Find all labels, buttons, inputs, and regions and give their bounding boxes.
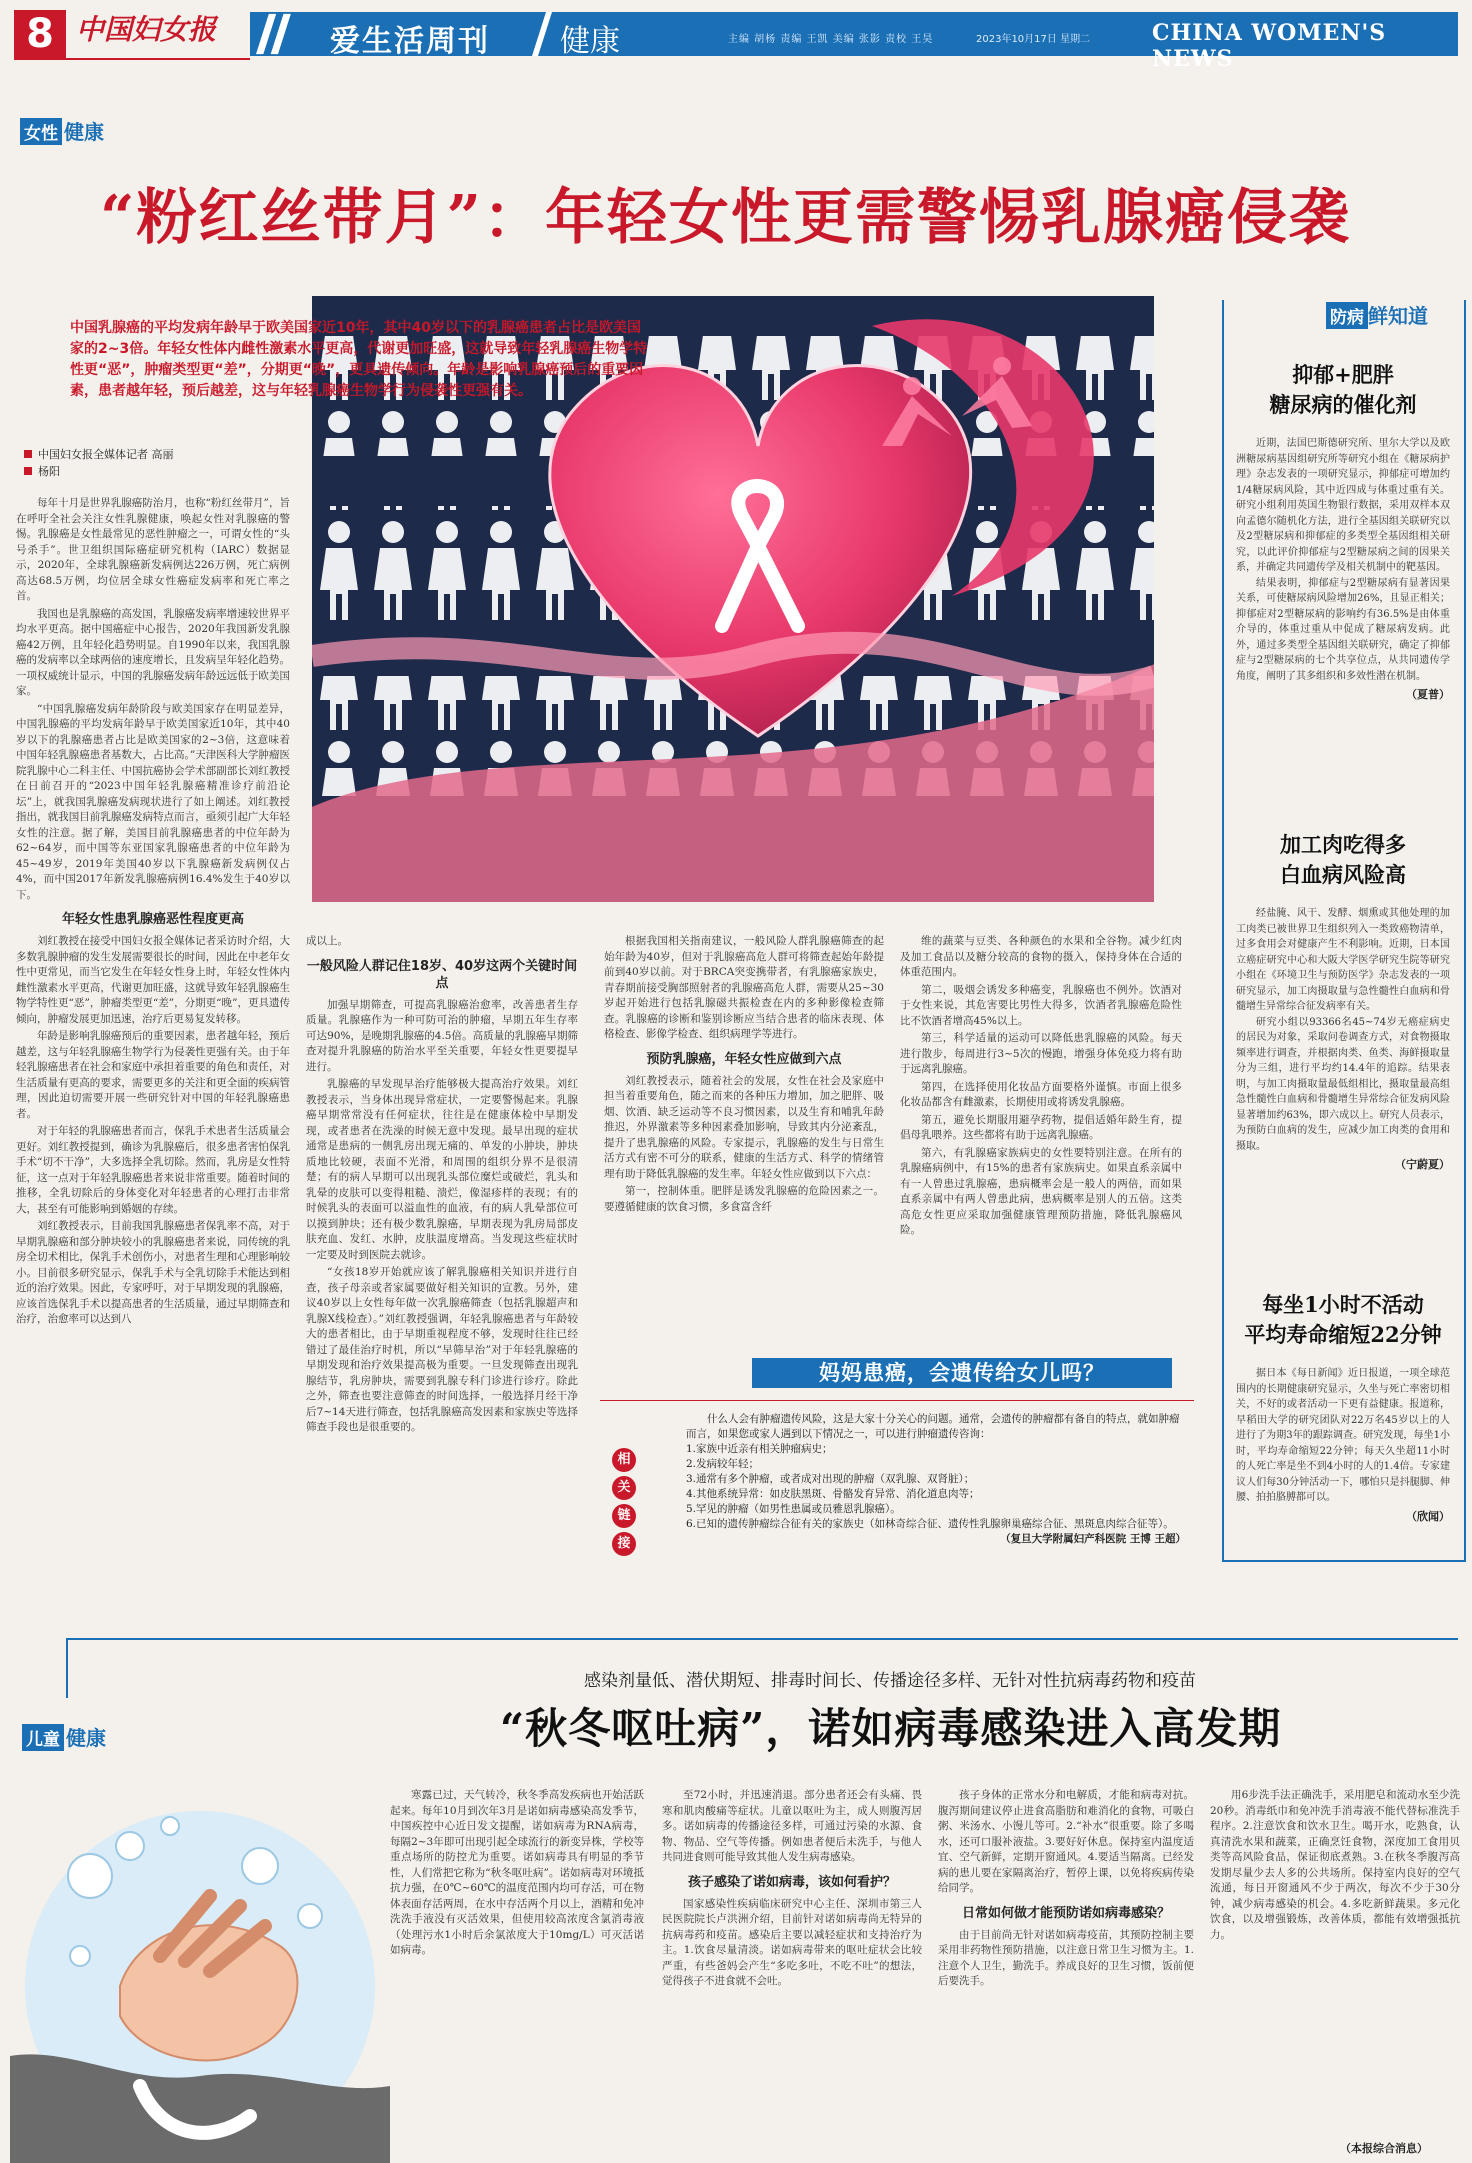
paragraph: 经盐腌、风干、发酵、烟熏或其他处理的加工肉类已被世界卫生组织列入一类致癌物清单，过多食用会对健康产生不利影响。近期，日本国立癌症研究中心和大阪大学医学研究生院等研究小组在《环境卫生与预防医学》杂志发表的一项研究显示，加工肉摄取量与急性髓性白血病和骨髓增生异常综合征发病率有关。 [1236, 908, 1450, 1012]
paragraph: 第六，有乳腺癌家族病史的女性要特别注意。在所有的乳腺癌病例中，有15%的患者有家族病史。如果直系亲属中有一人曾患过乳腺癌，患病概率会是一般人的两倍，而如果直系亲属中有两人曾患此病，患病概率是别人的五倍。这类高危女性更应采取加强健康管理预防措施，降低乳腺癌风险。 [900, 1146, 1182, 1236]
paragraph: 研究小组以93366名45~74岁无癌症病史的居民为对象，采取问卷调查方式，对食物摄取频率进行调查，并根据肉类、鱼类、海鲜摄取量分为三组，进行平均约14.4年的追踪。结果表明，与加工肉摄取量最低组相比，摄取量最高组急性髓性白血病和骨髓增生异常综合征发病风险显著增加约63%，即六成以上。研究人员表示，为预防白血病的发生，应减少加工肉类的食用和摄取。 [1236, 1016, 1450, 1152]
bottom-headline: “秋冬呕吐病”，诺如病毒感染进入高发期 [500, 1704, 1282, 1753]
related-item: 5.罕见的肿瘤（如男性患属或员雅恩乳腺癌）。 [686, 1503, 901, 1515]
bottom-subheadline: 感染剂量低、潜伏期短、排毒时间长、传播途径多样、无针对性抗病毒药物和疫苗 [584, 1671, 1196, 1691]
section-divider-vertical [66, 1638, 68, 1698]
sidebar-title: 每坐1小时不活动 [1262, 1292, 1424, 1317]
related-intro: 什么人会有肿瘤遗传风险，这是大家十分关心的问题。通常，会遗传的肿瘤都有备自的特点，就如肿瘤而言，如果您或家人遇到以下情况之一，可以进行肿瘤遗传咨询： [686, 1413, 1180, 1440]
tag-health: 健康 [66, 1726, 106, 1750]
section-tag [20, 116, 104, 145]
paragraph: 成以上。 [306, 935, 348, 947]
paragraph: 刘红教授在接受中国妇女报全媒体记者采访时介绍，大多数乳腺肿瘤的发生发展需要很长的时间，因此在中老年女性中更常见，而当它发生在年轻女性身上时，年轻女性体内雌性激素水平更高，代谢更加旺盛，这就导致年轻乳腺癌生物学特性更“恶”，肿瘤类型更“差”，分期更“晚”，更具遗传倾向，肿瘤发展更加迅速，治疗后更易复发转移。 [16, 935, 290, 1025]
paragraph: “女孩18岁开始就应该了解乳腺癌相关知识并进行自查，孩子母亲或者家属要做好相关知识的宣教。另外，建议40岁以上女性每年做一次乳腺癌筛查（包括乳腺超声和乳腺X线检查）。”刘红教授强调，年轻乳腺癌患者与年龄较大的患者相比，由于早期重视程度不够，发现时往往已经错过了最佳治疗时机，所以“早筛早治”对于年轻乳腺癌的早期发现和治疗效果提高极为重要。一旦发现筛查出现乳腺结节，乳房肿块，需要到乳腺专科门诊进行诊疗。除此之外，筛查也要注意筛查的时间选择，一般选择月经干净后7~14天进行筛查，包括乳腺癌高发因素和家族史等选择筛查手段也是很重要的。 [306, 1266, 578, 1433]
paragraph: 对于年轻的乳腺癌患者而言，保乳手术患者生活质量会更好。刘红教授提到，确诊为乳腺癌后，很多患者害怕保乳手术“切不干净”，大多选择全乳切除。然而，乳房是女性特征，这一点对于年轻乳腺癌患者来说非常重要。随着时间的推移，全乳切除后的身体变化对年轻患者的心理打击非常大，甚至有可能影响到婚姻的存续。 [16, 1125, 290, 1215]
related-item: 4.其他系统异常：如皮肤黑斑、骨骼发育异常、消化道息肉等； [686, 1488, 980, 1500]
paragraph: 刘红教授表示，随着社会的发展，女性在社会及家庭中担当着重要角色，随之而来的各种压力增加，加之肥胖、吸烟、饮酒、缺乏运动等不良习惯因素，以及生育和哺乳年龄推迟，外界激素等多种因素叠加影响，导致其内分泌紊乱，提升了患乳腺癌的风险。专家提示，乳腺癌的发生与日常生活方式有密不可分的联系，健康的生活方式、科学的情绪管理有助于降低乳腺癌的发生率。年轻女性应做到以下六点： [604, 1074, 884, 1180]
paragraph: 根据我国相关指南建议，一般风险人群乳腺癌筛查的起始年龄为40岁，但对于乳腺癌高危人群可将筛查起始年龄提前到40岁以前。对于BRCA突变携带者，有乳腺癌家族史，青春期前接受胸部照射者的乳腺癌高危人群，需要从25~30岁起开始进行包括乳腺磁共振检查在内的多种影像检查筛查。乳腺癌的诊断和鉴别诊断应当结合患者的临床表现、体格检查、影像学检查、组织病理学等进行。 [604, 935, 884, 1040]
related-char: 接 [612, 1532, 636, 1556]
related-item: 1.家族中近亲有相关肿瘤病史； [686, 1443, 833, 1455]
logo-underline [14, 58, 250, 60]
paragraph: 每年十月是世界乳腺癌防治月，也称“粉红丝带月”，旨在呼吁全社会关注女性乳腺健康，唤起女性对乳腺癌的警惕。乳腺癌是女性最常见的恶性肿瘤之一，可谓女性的“头号杀手”。世卫组织国际癌症研究机构（IARC）数据显示，2020年，全球乳腺癌新发病例达226万例，死亡病例高达68.5万例，均位居全球女性癌症发病率和死亡率之首。 [16, 497, 290, 602]
article-column-1 [16, 496, 290, 1566]
bullet-square-icon [24, 450, 32, 458]
paper-english-name: CHINA WOMEN'S NEWS [1152, 20, 1387, 72]
bullet-square-icon [24, 467, 32, 475]
related-item: 6.已知的遗传肿瘤综合征有关的家族史（如林奇综合征、遗传性乳腺卵巢癌综合征、黑斑息肉综合征等）。 [686, 1518, 1174, 1530]
paragraph: 近期，法国巴斯德研究所、里尔大学以及欧洲糖尿病基因组研究所等研究小组在《糖尿病护理》杂志发表的一项研究显示，抑郁症可增加约1/4糖尿病风险，其中近四成与体重过重有关。研究小组利用英国生物银行数据，采用双样本双向孟德尔随机化方法，进行全基因组关联研究以及2型糖尿病和抑郁症的多类型全基因组相关研究，以此评价抑郁症与2型糖尿病之间的因果关系，并确定共同遗传学及相关机制中的靶基因。 [1236, 438, 1450, 573]
related-link-label [612, 1448, 640, 1560]
section-tag [22, 1722, 106, 1751]
subheading: 日常如何做才能预防诺如病毒感染？ [961, 1905, 1170, 1921]
issue-date: 2023年10月17日 星期二 [976, 34, 1091, 45]
paragraph: 第二，吸烟会诱发多种癌变，乳腺癌也不例外。饮酒对于女性来说，其危害要比男性大得多，饮酒者乳腺癌危险性比不饮酒者增高45%以上。 [900, 983, 1182, 1027]
paragraph: 第五，避免长期服用避孕药物，提倡适婚年龄生育，提倡母乳喂养。这些都将有助于远离乳腺癌。 [900, 1113, 1182, 1141]
bottom-column-4 [1210, 1788, 1460, 2140]
sidebar-item [1236, 830, 1450, 1172]
paragraph: 维的蔬菜与豆类、各种颜色的水果和全谷物。减少红肉及加工食品以及糖分较高的食物的摄入，保持身体在合适的体重范围内。 [900, 935, 1182, 978]
paragraph: 乳腺癌的早发现早治疗能够极大提高治疗效果。刘红教授表示，当身体出现异常症状，一定要警惕起来。乳腺癌早期常常没有任何症状，往往是在健康体检中早期发现，或者患者在洗澡的时候无意中发现。最早出现的症状通常是患病的一侧乳房出现无痛的、单发的小肿块，肿块质地比较硬，表面不光滑，和周围的组织分界不是很清楚；有的病人早期可以出现乳头部位糜烂或破烂，乳头和乳晕的皮肤可以变得粗糙、溃烂，像湿疹样的表现；有的时候乳头的表面可以溢血性的血液，有的病人乳晕部位可以摸到肿块；还有极少数乳腺癌，早期表现为乳房局部皮肤充血、发红、水肿，皮肤温度增高。当发现这些症状时一定要及时到医院去就诊。 [306, 1078, 578, 1261]
paragraph: 加强早期筛查，可提高乳腺癌治愈率，改善患者生存质量。乳腺癌作为一种可防可治的肿瘤，早期五年生存率可达90%，是晚期乳腺癌的4.5倍。高质量的乳腺癌早期筛查对提升乳腺癌的防治水平至关重要，年轻女性更要提早进行。 [306, 998, 578, 1073]
sidebar-title: 白血病风险高 [1280, 862, 1406, 887]
sidebar-text [1236, 436, 1450, 684]
paragraph: 孩子身体的正常水分和电解质，才能和病毒对抗。腹泻期间建议停止进食高脂肪和难消化的食物，可吸白粥、米汤水、小馒儿等可。2.“补水”很重要。除了多喝水，还可口服补液盐。3.要好好休息。保持室内温度适宜、空气新鲜，定期开窗通风。4.要适当隔离。已经发病的患儿要在家隔离治疗，暂停上课，以免将疾病传染给同学。 [938, 1789, 1194, 1894]
article-column-3 [604, 934, 884, 1326]
paragraph: 由于目前尚无针对诺如病毒疫苗，其预防控制主要采用非药物性预防措施，以注意日常卫生习惯为主。1.注意个人卫生，勤洗手。养成良好的卫生习惯，饭前便后要洗手。 [938, 1928, 1194, 1987]
sidebar-text [1236, 906, 1450, 1154]
sidebar-item [1236, 360, 1450, 702]
subheading: 孩子感染了诺如病毒，该如何看护？ [687, 1874, 896, 1890]
paragraph: 我国也是乳腺癌的高发国，乳腺癌发病率增速较世界平均水平更高。据中国癌症中心报告，2020年我国新发乳腺癌42万例，且年轻化趋势明显。自1990年以来，我国乳腺癌的发病率以全球两倍的速度增长，且发病呈年轻化趋势。一项权威统计显示，中国的乳腺癌发病年龄远远低于欧美国家。 [16, 607, 290, 697]
sidebar-sign: （欣闻） [1406, 1509, 1450, 1523]
byline-author-2: 杨阳 [38, 465, 60, 478]
handwashing-illustration [10, 1756, 390, 2163]
tag-women: 女性 [20, 118, 62, 145]
badge-knowledge: 鲜知道 [1368, 304, 1428, 328]
sidebar-title: 糖尿病的催化剂 [1269, 392, 1417, 417]
page-number: 8 [14, 10, 66, 58]
badge-prevent: 防病 [1326, 302, 1368, 329]
section-title: 爱生活周刊 [330, 24, 490, 59]
paragraph: 结果表明，抑郁症与2型糖尿病有显著因果关系，可使糖尿病风险增加26%，且显正相关；抑郁症对2型糖尿病的影响约有36.5%是由体重介导的，体重过重从中促成了糖尿病发病。此外，通过多类型全基因组关联研究，确定了抑郁症与2型糖尿病的七个共享位点，从共同遗传学角度，阐明了其多组织和多效性潜在机制。 [1236, 577, 1450, 682]
paragraph: 国家感染性疾病临床研究中心主任、深圳市第三人民医院院长卢洪洲介绍，目前针对诺如病毒尚无特异的抗病毒药和疫苗。感染后主要以减轻症状和支持治疗为主。1.饮食尽量清淡。诺如病毒带来的呕吐症状会比较严重，有些爸妈会产生“多吃多吐，不吃不吐”的想法，觉得孩子不进食就不会吐。 [662, 1897, 922, 1987]
paragraph: 第三，科学适量的运动可以降低患乳腺癌的风险。每天进行散步，每周进行3~5次的慢跑，增强身体免疫力将有助于远离乳腺癌。 [900, 1032, 1182, 1075]
bottom-sign: （本报综合消息） [1340, 2142, 1428, 2155]
tag-health: 健康 [64, 120, 104, 144]
sidebar-item [1236, 1290, 1450, 1524]
byline [24, 446, 174, 480]
related-text [686, 1412, 1186, 1547]
paragraph: 刘红教授表示，目前我国乳腺癌患者保乳率不高，对于早期乳腺癌和部分肿块较小的乳腺癌患者来说，同传统的乳房全切术相比，保乳手术创伤小，对患者生理和心理影响较小。目前很多研究显示，保乳手术与全乳切除手术能达到相近的治疗效果。因此，专家呼吁，对于早期发现的乳腺癌，应该首选保乳手术以提高患者的生活质量，通过早期筛查和治疗，治愈率可以达到八 [16, 1220, 290, 1325]
illustration-white-panel [312, 903, 1154, 933]
bottom-column-1 [390, 1788, 644, 2158]
bottom-column-3 [938, 1788, 1194, 2158]
sidebar-sign: （夏普） [1406, 688, 1450, 701]
sidebar-title: 抑郁+肥胖 [1292, 362, 1394, 387]
bottom-column-2 [662, 1788, 922, 2158]
handwash-graphic [10, 1756, 390, 2163]
related-char: 关 [612, 1476, 636, 1500]
editor-credits: 主编 胡杨 责编 王凯 美编 张影 责校 王昊 [728, 34, 934, 45]
subheading: 预防乳腺癌，年轻女性应做到六点 [646, 1051, 842, 1067]
paragraph: 第一，控制体重。肥胖是诱发乳腺癌的危险因素之一。要遵循健康的饮食习惯，多食富含纤 [604, 1185, 884, 1213]
paragraph: 第四，在选择使用化妆品方面要格外谨慎。市面上很多化妆品都含有雌激素，长期使用或将诱发乳腺癌。 [900, 1080, 1182, 1108]
topic-label: 健康 [560, 24, 620, 59]
section-divider [66, 1638, 1458, 1640]
related-char: 相 [612, 1448, 636, 1472]
sidebar-sign: （宁蔚夏） [1395, 1158, 1450, 1171]
related-item: 2.发病较年轻； [686, 1458, 760, 1470]
paragraph: “中国乳腺癌发病年龄阶段与欧美国家存在明显差异，中国乳腺癌的平均发病年龄早于欧美国家近10年，其中40岁以下的乳腺癌患者占比是欧美国家的2~3倍，这意味着中国年轻乳腺癌患者基数大，占比高。”天津医科大学肿瘤医院乳腺中心二科主任、中国抗癌协会学术部副部长刘红教授在日前召开的“2023中国年轻乳腺癌精准诊疗前沿论坛”上，就我国乳腺癌发病现状进行了如上阐述。刘红教授指出，就我国目前乳腺癌发病特点而言，亟须引起广大年轻女性的注意。据了解，美国目前乳腺癌患者的中位年龄为62~64岁，而中国等东亚国家乳腺癌患者的中位年龄为45~49岁，2019年美国40岁以下乳腺癌新发病例仅占4%，而中国2017年新发乳腺癌病例16.4%发生于40岁以下。 [16, 702, 290, 901]
sidebar-title: 加工肉吃得多 [1280, 832, 1406, 857]
sidebar-title: 平均寿命缩短22分钟 [1244, 1322, 1442, 1347]
related-item: 3.通常有多个肿瘤，或者成对出现的肿瘤（双乳腺、双肾脏）； [686, 1473, 975, 1485]
related-sign: （复旦大学附属妇产科医院 王博 王超） [1000, 1533, 1186, 1545]
paragraph: 用6步洗手法正确洗手，采用肥皂和流动水至少洗20秒。消毒纸巾和免冲洗手消毒液不能代替标准洗手程序。2.注意饮食和饮水卫生。喝开水，吃熟食，认真清洗水果和蔬菜，正确烹饪食物，深度加工食用贝类等高风险食品，保证彻底煮熟。3.在秋冬季腹泻高发期尽量少去人多的公共场所。保持室内良好的空气流通，每日开窗通风不少于两次，每次不少于30分钟，减少病毒感染的机会。4.多吃新鲜蔬果。多元化饮食，以及增强锻炼，改善体质，都能有效增强抵抗力。 [1210, 1789, 1460, 1941]
subheading: 年轻女性患乳腺癌恶性程度更高 [61, 912, 244, 927]
related-box-title: 妈妈患癌，会遗传给女儿吗？ [752, 1358, 1172, 1388]
article-column-4 [900, 934, 1182, 1326]
newspaper-logo: 中国妇女报 [76, 13, 217, 46]
related-char: 链 [612, 1504, 636, 1528]
banner-stripes-icon [256, 12, 300, 56]
lead-paragraph: 中国乳腺癌的平均发病年龄早于欧美国家近10年，其中40岁以下的乳腺癌患者占比是欧美国家的2~3倍。年轻女性体内雌性激素水平更高，代谢更加旺盛，这就导致年轻乳腺癌生物学特性更“恶”，肿瘤类型更“差”，分期更“晚”，更具遗传倾向。年龄是影响乳腺癌预后的重要因素，患者越年轻，预后越差，这与年轻乳腺癌生物学行为侵袭性更强有关。 [70, 320, 648, 399]
paragraph: 据日本《每日新闻》近日报道，一项全球范围内的长期健康研究显示，久坐与死亡率密切相关，不好的或者活动一下更有益健康。报道称，早稻田大学的研究团队对22万名45岁以上的人进行了为期3年的跟踪调查。研究发现，每坐1小时，平均寿命缩短22分钟；每天久坐超11小时的人死亡率是坐不到4小时的人的1.4倍。专家建议人们每30分钟活动一下，哪怕只是抖腿脚、伸腰、拍拍胳膊都可以。 [1236, 1368, 1450, 1503]
paragraph: 年龄是影响乳腺癌预后的重要因素，患者越年轻，预后越差，这与年轻乳腺癌生物学行为侵袭性更强有关。由于年轻乳腺癌患者在社会和家庭中承担着重要的角色和责任，对生活质量有更高的要求，需要更多的关注和更全面的疾病管理，因此迫切需要开展一些研究针对中国的年轻乳腺癌患者。 [16, 1030, 290, 1120]
divider-slash-icon [530, 12, 554, 56]
paragraph: 至72小时，并迅速消退。部分患者还会有头痛、畏寒和肌肉酸痛等症状。儿童以呕吐为主，成人则腹泻居多。诺如病毒的传播途径多样，可通过污染的水源、食物、物品、空气等传播。例如患者便后未洗手，与他人共同进食则可能导致其他人发生病毒感染。 [662, 1789, 922, 1863]
subheading: 一般风险人群记住18岁、40岁这两个关键时间点 [306, 958, 578, 991]
byline-author-1: 中国妇女报全媒体记者 高丽 [38, 448, 174, 461]
main-headline: “粉红丝带月”：年轻女性更需警惕乳腺癌侵袭 [100, 183, 1352, 253]
tag-children: 儿童 [22, 1724, 64, 1751]
paragraph: 寒露已过，天气转冷，秋冬季高发疾病也开始活跃起来。每年10月到次年3月是诺如病毒感染高发季节，中国疾控中心近日发文提醒，诺如病毒为RNA病毒，每隔2~3年即可出现引起全球流行的新变异株，学校等重点场所的防控尤为重要。诺如病毒具有明显的季节性，人们常把它称为“秋冬呕吐病”。诺如病毒对环境抵抗力强，在0℃~60℃的温度范围内均可存活，可在物体表面存活两周，在水中存活两个月以上，酒精和免冲洗洗手液没有灭活效果，但使用较高浓度含氯消毒液（处理污水1小时后余氯浓度大于10mg/L）可灭活诺如病毒。 [390, 1789, 644, 1956]
article-column-2 [306, 934, 578, 1566]
sidebar-text [1236, 1366, 1450, 1506]
